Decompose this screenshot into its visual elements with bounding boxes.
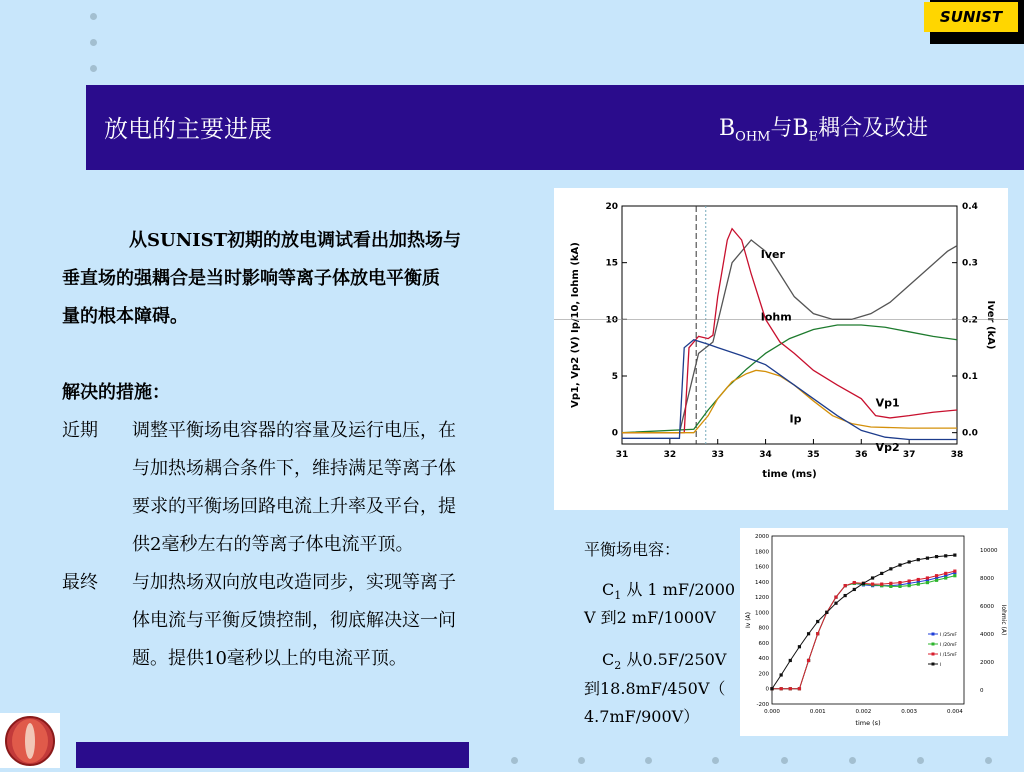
y-axis-label: Iv (A) [745,611,752,629]
y-tick-label: 200 [758,671,769,678]
series-point-2 [953,570,956,573]
subtitle-mid: 与B [770,116,809,141]
c1-prefix: C [602,580,615,599]
decor-dot [781,757,788,764]
series-point-3 [789,659,792,662]
y-right-tick-label: 0.0 [962,428,978,439]
series-point-3 [816,620,819,623]
series-point-2 [908,579,911,582]
series-point-3 [853,588,856,591]
y-right-tick-label: 0 [980,688,984,694]
subtitle-sub-e: E [808,129,819,145]
series-point-2 [807,659,810,662]
x-tick-label: 38 [950,450,964,460]
y-axis-label: Vp1, Vp2 (V) Ip/10, Iohm (kA) [570,242,581,408]
y-right-tick-label: 0.2 [962,315,978,326]
series-point-2 [834,595,837,598]
y-right-tick-label: 8000 [980,576,994,582]
series-label-vp1: Vp1 [875,396,900,410]
series-point-2 [880,583,883,586]
series-line-iver [622,240,957,433]
plot-frame [772,536,964,704]
x-tick-label: 0.002 [855,709,872,715]
legend-marker-3 [932,663,935,666]
series-point-3 [908,560,911,563]
series-point-1 [935,579,938,582]
y-right-tick-label: 0.3 [962,258,978,269]
series-line-1 [772,576,955,689]
series-point-3 [780,673,783,676]
series-point-2 [944,572,947,575]
series-point-3 [862,582,865,585]
series-label-iver: Iver [760,248,785,262]
y-right-tick-label: 2000 [980,660,994,666]
capacitor-title: 平衡场电容： [584,540,681,559]
series-point-1 [953,574,956,577]
title-banner [86,85,1024,170]
y-tick-label: 1600 [755,564,769,571]
c2-prefix: C [602,650,615,669]
final-label: 最终 [62,572,98,593]
series-line-vp1 [622,229,957,433]
y-tick-label: 10 [605,315,618,326]
intro-line-1: 从SUNIST初期的放电调试看出加热场与 [129,230,461,251]
capacitor-c2-line3: 4.7mF/900V） [584,707,700,726]
series-point-2 [926,576,929,579]
legend-label-0: I /25mF [940,633,957,638]
y-tick-label: 400 [758,656,769,663]
series-point-1 [917,583,920,586]
final-line-2: 体电流与平衡反馈控制，彻底解决这一问 [132,610,456,631]
y-tick-label: 20 [605,202,618,212]
x-axis-label: time (s) [855,719,881,727]
y-tick-label: 800 [758,625,769,632]
series-point-2 [917,578,920,581]
series-point-3 [917,558,920,561]
series-point-2 [844,584,847,587]
x-tick-label: 0.004 [946,709,963,715]
decor-dot [712,757,719,764]
final-line-3: 题。提供10毫秒以上的电流平顶。 [132,648,407,669]
series-point-1 [944,576,947,579]
measures-title: 解决的措施： [62,382,170,403]
x-tick-label: 37 [902,450,916,460]
y-tick-label: -200 [756,702,769,708]
series-point-2 [935,574,938,577]
y-tick-label: 1400 [755,579,769,586]
c2-sub: 2 [614,659,622,673]
y-right-axis-label: Iver (kA) [985,300,996,350]
series-point-3 [898,563,901,566]
near-label: 近期 [62,420,98,441]
series-line-3 [772,555,955,689]
series-point-3 [871,576,874,579]
series-point-3 [798,645,801,648]
series-point-3 [935,555,938,558]
capacitor-c2-line1 [602,648,726,678]
y-tick-label: 1200 [755,595,769,602]
coil-current-chart [740,528,1008,736]
intro-line-3: 量的根本障碍。 [62,306,188,327]
series-point-3 [770,687,773,690]
y-tick-label: 2000 [755,534,769,540]
decor-dot [90,65,97,72]
y-tick-label: 0 [611,428,618,439]
subtitle-sub-ohm: OHM [735,129,771,145]
plot-frame [622,206,957,444]
y-right-tick-label: 4000 [980,632,994,638]
series-point-1 [889,585,892,588]
y-right-tick-label: 0.4 [962,202,978,212]
page-title: 放电的主要进展 [104,115,272,143]
footer-bar [76,742,469,768]
series-point-2 [853,581,856,584]
x-tick-label: 36 [855,450,868,460]
c1-text: 从 1 mF/2000 [621,580,736,599]
decor-dot [511,757,518,764]
series-point-1 [908,584,911,587]
x-tick-label: 0.000 [764,709,780,715]
near-line-3: 要求的平衡场回路电流上升率及平台，提 [132,496,456,517]
torus-logo [0,713,60,768]
y-right-tick-label: 0.1 [962,372,978,382]
x-tick-label: 0.003 [901,709,918,715]
decor-dot [849,757,856,764]
x-tick-label: 31 [615,450,629,460]
x-tick-label: 0.001 [809,709,826,715]
series-label-ip: Ip [789,412,802,426]
y-right-tick-label: 6000 [980,604,994,610]
series-point-3 [889,567,892,570]
legend-label-2: I /15mF [940,653,957,658]
near-line-1: 调整平衡场电容器的容量及运行电压，在 [132,420,456,441]
y-tick-label: 0 [765,686,769,693]
subtitle-b1: B [719,116,736,141]
series-point-2 [816,632,819,635]
legend-marker-0 [932,633,935,636]
decor-dot [90,39,97,46]
discharge-chart [554,188,1008,510]
decor-dot [645,757,652,764]
capacitor-c1-line1 [602,578,735,608]
decor-dot [578,757,585,764]
series-point-3 [807,632,810,635]
series-point-2 [898,581,901,584]
series-label-vp2: Vp2 [875,440,900,454]
y-tick-label: 600 [758,640,769,647]
series-point-3 [944,554,947,557]
y-tick-label: 1000 [755,610,769,617]
c1-sub: 1 [614,589,622,603]
near-line-2: 与加热场耦合条件下，维持满足等离子体 [132,458,456,479]
legend-marker-1 [932,643,935,646]
series-point-2 [789,687,792,690]
near-line-4: 供2毫秒左右的等离子体电流平顶。 [132,534,414,555]
series-label-iohm: Iohm [760,310,792,324]
capacitor-c1-line2: V 到2 mF/1000V [584,608,716,627]
page-subtitle [719,111,928,144]
series-point-1 [926,581,929,584]
x-tick-label: 35 [807,450,820,460]
c2-text: 从0.5F/250V [621,650,727,669]
torus-icon [0,713,60,768]
y-tick-label: 1800 [755,549,769,556]
discharge-figure [554,188,1008,510]
series-point-3 [926,557,929,560]
logo: SUNIST [924,2,1018,32]
decor-dot [917,757,924,764]
coil-current-figure [740,528,1008,736]
series-point-3 [825,611,828,614]
x-tick-label: 34 [759,450,772,460]
series-point-3 [880,572,883,575]
x-tick-label: 33 [711,450,724,460]
final-line-1: 与加热场双向放电改造同步，实现等离子 [132,572,456,593]
series-point-2 [889,582,892,585]
x-axis-label: time (ms) [762,469,817,480]
intro-line-2: 垂直场的强耦合是当时影响等离子体放电平衡质 [62,268,440,289]
series-point-3 [844,594,847,597]
series-line-2 [772,571,955,689]
series-point-2 [798,687,801,690]
decor-dot [985,757,992,764]
legend-label-1: I /20mF [940,643,957,648]
legend-marker-2 [932,653,935,656]
y-tick-label: 15 [605,258,618,269]
subtitle-tail: 耦合及改进 [818,116,929,141]
decor-dot [90,13,97,20]
series-point-3 [953,553,956,556]
series-point-2 [780,687,783,690]
y-right-axis-label: Iohmic (A) [1000,604,1007,636]
series-point-3 [834,602,837,605]
x-tick-label: 32 [663,450,677,460]
series-line-0 [772,573,955,689]
capacitor-c2-line2: 到18.8mF/450V（ [584,679,726,698]
legend-label-3: I [940,663,942,668]
series-point-2 [871,583,874,586]
y-right-tick-label: 10000 [980,548,998,554]
series-point-1 [898,585,901,588]
y-tick-label: 5 [611,372,618,382]
